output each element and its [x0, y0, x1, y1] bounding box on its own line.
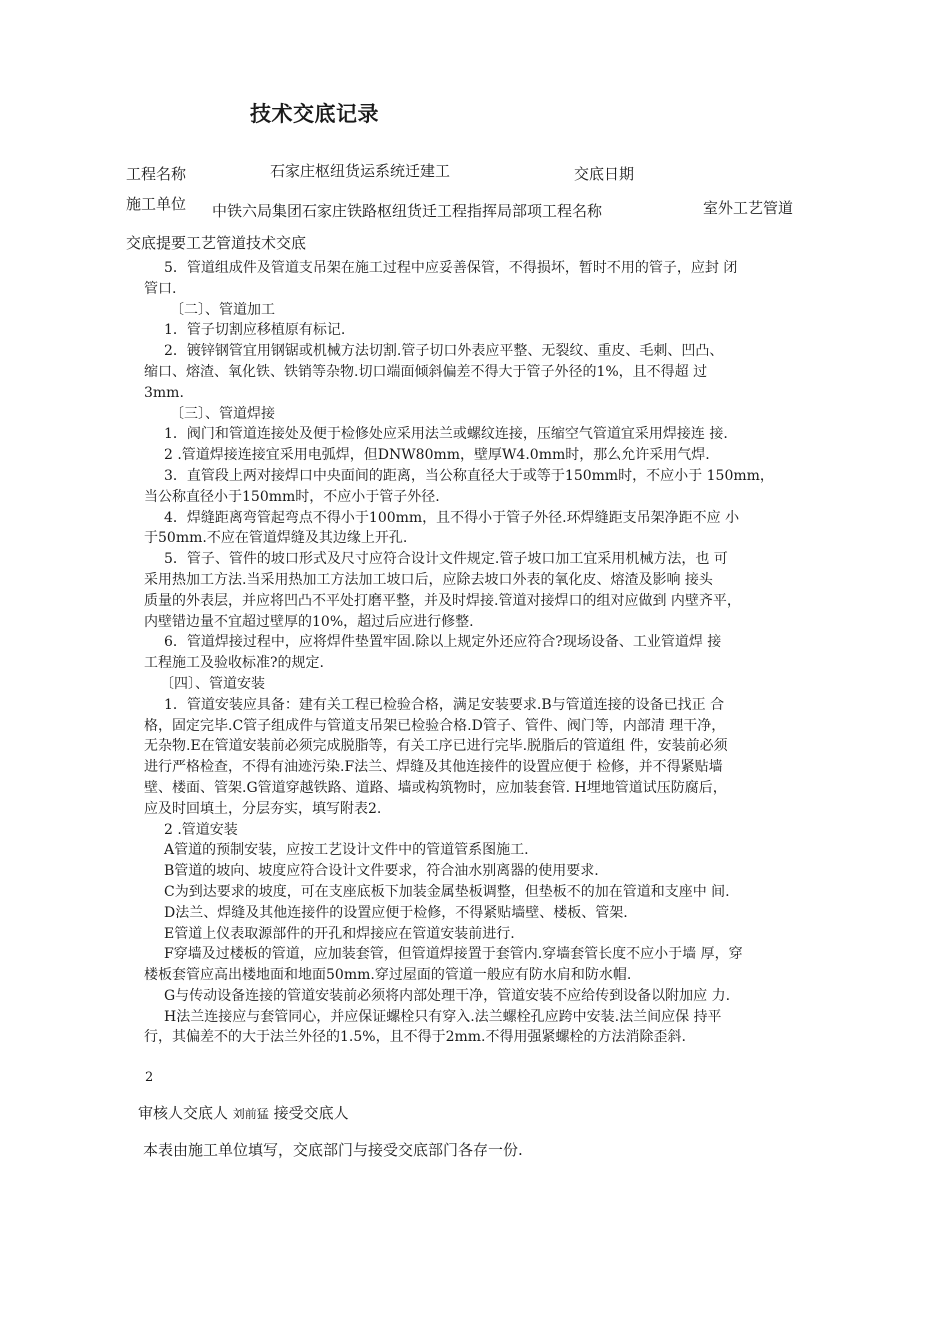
body-line: 进行严格检查，不得有油迹污染.F法兰、焊缝及其他连接件的设置应便于 检修，并不得紧贴墙: [144, 759, 723, 776]
body-line: 应及时回填土，分层夯实，填写附表2.: [144, 800, 382, 817]
subproject-name-value: 室外工艺管道: [703, 199, 794, 217]
body-line: E管道上仪表取源部件的开孔和焊接应在管道安装前进行.: [164, 925, 515, 942]
body-line: 6．管道焊接过程中，应将焊件垫置牢固.除以上规定外还应符合?现场设备、工业管道焊 接: [164, 634, 722, 651]
body-line: 5．管道组成件及管道支吊架在施工过程中应妥善保管，不得损坏，暂时不用的管子，应封 闭: [164, 260, 738, 276]
construction-unit-value: 中铁六局集团石家庄铁路枢纽货迁工程指挥局部项工程名称: [212, 202, 603, 220]
body-line: 1．阀门和管道连接处及便于检修处应采用法兰或螺纹连接，压缩空气管道宜采用焊接连 接.: [164, 426, 728, 443]
body-line: 工程施工及验收标准?的规定.: [144, 655, 324, 672]
body-line: A管道的预制安装，应按工艺设计文件中的管道管系图施工.: [164, 842, 529, 859]
page-title: 技术交底记录: [250, 102, 379, 126]
body-line: 格，固定完毕.C管子组成件与管道支吊架已检验合格.D管子、管件、阀门等，内部清 理干净，: [144, 717, 726, 734]
body-line: 3．直管段上两对接焊口中央面间的距离，当公称直径大于或等于150mm时，不应小于 150mm，: [164, 467, 774, 484]
body-line: 采用热加工方法.当采用热加工方法加工坡口后，应除去坡口外表的氧化皮、熔渣及影响 接头: [144, 571, 713, 588]
body-line: 内壁错边量不宜超过壁厚的10%，超过后应进行修整.: [144, 613, 474, 630]
body-line: D法兰、焊缝及其他连接件的设置应便于检修，不得紧贴墙壁、楼板、管架.: [164, 904, 628, 921]
construction-unit-label: 施工单位: [126, 195, 187, 213]
body-line: 管口.: [144, 280, 177, 297]
handover-summary: 交底提要工艺管道技术交底: [126, 234, 307, 252]
body-line: 2 .管道焊接连接宜采用电弧焊，但DNW80mm，壁厚W4.0mm时，那么允许采用气焊.: [164, 447, 710, 464]
body-line: 缩口、熔渣、氧化铁、铁销等杂物.切口端面倾斜偏差不得大于管子外径的1%，且不得超 过: [144, 363, 708, 380]
body-line: 〔二〕、管道加工: [170, 301, 275, 318]
body-line: C为到达要求的坡度，可在支座底板下加装金属垫板调整，但垫板不的加在管道和支座中 间.: [164, 883, 730, 900]
body-line: 行，其偏差不的大于法兰外径的1.5%，且不得于2mm.不得用强紧螺栓的方法消除歪斜.: [144, 1029, 686, 1046]
body-line: 〔四〕、管道安装: [160, 675, 265, 692]
body-line: 3mm.: [144, 384, 184, 401]
body-line: 质量的外表层，并应将凹凸不平处打磨平整，并及时焊接.管道对接焊口的组对应做到 内壁齐平，: [144, 592, 741, 609]
body-line: 当公称直径小于150mm时，不应小于管子外径.: [144, 488, 440, 505]
signature-line: [138, 1102, 349, 1123]
signer-name: 刘前猛: [232, 1107, 269, 1121]
signature-prefix: 审核人交底人: [138, 1104, 229, 1122]
footer-note: 本表由施工单位填写，交底部门与接受交底部门各存一份.: [143, 1141, 523, 1159]
body-line: 4．焊缝距离弯管起弯点不得小于100mm，且不得小于管子外径.环焊缝距支吊架净距不应 小: [164, 509, 740, 526]
body-line: 楼板套管应高出楼地面和地面50mm.穿过屋面的管道一般应有防水肩和防水帽.: [144, 967, 632, 984]
body-line: 于50mm.不应在管道焊缝及其边缘上开孔.: [144, 530, 408, 547]
body-line: F穿墙及过楼板的管道，应加装套管，但管道焊接置于套管内.穿墙套管长度不应小于墙 厚，穿: [164, 946, 743, 963]
body-line: 无杂物.E在管道安装前必须完成脱脂等，有关工序已进行完毕.脱脂后的管道组 件，安装前必须: [144, 738, 728, 755]
project-name-value: 石家庄枢纽货运系统迁建工: [270, 162, 451, 180]
body-line: G与传动设备连接的管道安装前必须将内部处理干净，管道安装不应给传到设备以附加应 力.: [164, 987, 731, 1004]
body-line: B管道的坡向、坡度应符合设计文件要求，符合油水别离器的使用要求.: [164, 863, 599, 880]
body-line: 1．管道安装应具备：建有关工程已检验合格，满足安装要求.B与管道连接的设备已找正 合: [164, 696, 725, 713]
body-line: 壁、楼面、管架.G管道穿越铁路、道路、墙或构筑物时，应加装套管. H埋地管道试压防腐后，: [144, 779, 727, 796]
handover-date-label: 交底日期: [574, 165, 635, 183]
signature-suffix: 接受交底人: [273, 1104, 349, 1122]
project-name-label: 工程名称: [126, 165, 187, 183]
body-line: H法兰连接应与套管同心，并应保证螺栓只有穿入.法兰螺栓孔应跨中安装.法兰间应保 持平: [164, 1008, 722, 1025]
body-line: 2 .管道安装: [164, 821, 238, 838]
body-line: 1．管子切割应移植原有标记.: [164, 322, 346, 339]
body-line: 5．管子、管件的坡口形式及尺寸应符合设计文件规定.管子坡口加工宜采用机械方法，也 可: [164, 551, 728, 568]
page-number: 2: [145, 1070, 154, 1085]
document-body: [144, 258, 866, 1048]
body-line: 〔三〕、管道焊接: [170, 405, 275, 422]
body-line: 2．镀锌钢管宜用钢锯或机械方法切割.管子切口外表应平整、无裂纹、重皮、毛刺、凹凸、: [164, 343, 724, 360]
